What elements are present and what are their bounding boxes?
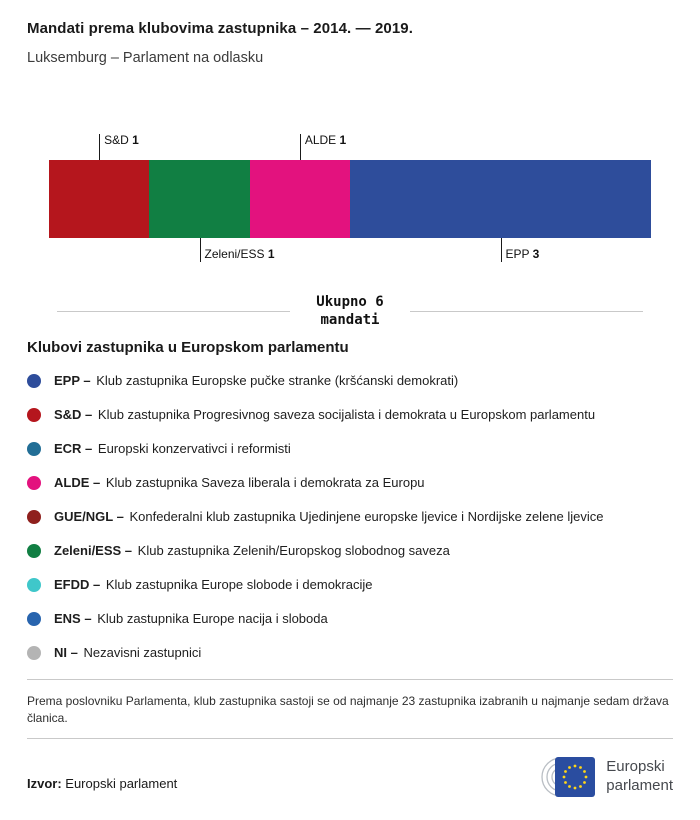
bar-segment-alde (250, 160, 350, 238)
legend-dot-icon (27, 578, 41, 592)
legend-item-text: NI – Nezavisni zastupnici (54, 645, 202, 660)
bar-segment-s-d (49, 160, 149, 238)
legend-item (27, 543, 673, 558)
legend-item (27, 509, 673, 524)
legend-list (27, 373, 673, 660)
segment-label: EPP 3 (505, 247, 540, 261)
rule-right (410, 311, 643, 312)
legend-item (27, 441, 673, 456)
page-subtitle: Luksemburg – Parlament na odlasku (27, 50, 264, 66)
footer (27, 755, 673, 799)
footnote: Prema poslovniku Parlamenta, klub zastupnika sastoji se od najmanje 23 zastupnika izabranih u najmanje sedam država članica. (27, 694, 669, 726)
source-text: Europski parlament (61, 775, 178, 791)
legend-dot-icon (27, 442, 41, 456)
divider-bottom (27, 738, 673, 739)
eu-parliament-logo (539, 755, 673, 799)
legend-dot-icon (27, 408, 41, 422)
eu-parliament-logo-icon (539, 755, 597, 799)
legend-item-text: Zeleni/ESS – Klub zastupnika Zelenih/Europskog slobodnog saveza (54, 543, 450, 558)
bar-segment-epp (350, 160, 651, 238)
seat-bar-chart (49, 133, 651, 261)
legend-item-text: ECR – Europski konzervativci i reformisti (54, 441, 291, 456)
legend-heading: Klubovi zastupnika u Europskom parlamentu (27, 339, 349, 356)
stacked-bar (49, 160, 651, 238)
source-label: Izvor: (27, 775, 62, 791)
source-line (27, 776, 177, 799)
legend-item-text: GUE/NGL – Konfederalni klub zastupnika Ujedinjene europske ljevice i Nordijske zelene ljevice (54, 509, 604, 524)
legend-item (27, 611, 673, 626)
segment-label: Zeleni/ESS 1 (204, 247, 275, 261)
legend-item-text: EFDD – Klub zastupnika Europe slobode i demokracije (54, 577, 373, 592)
legend-item-text: ENS – Klub zastupnika Europe nacija i sloboda (54, 611, 328, 626)
legend-item-text: ALDE – Klub zastupnika Saveza liberala i demokrata za Europu (54, 475, 425, 490)
divider-top (27, 679, 673, 680)
rule-left (57, 311, 290, 312)
legend-item (27, 645, 673, 660)
legend-dot-icon (27, 646, 41, 660)
legend-item (27, 373, 673, 388)
logo-line1: Europski (606, 758, 665, 776)
logo-line2: parlament (606, 776, 673, 794)
legend-item (27, 577, 673, 592)
legend-item (27, 407, 673, 422)
total-mandates-text (316, 294, 383, 329)
legend-item-text: EPP – Klub zastupnika Europske pučke stranke (kršćanski demokrati) (54, 373, 459, 388)
segment-label: S&D 1 (104, 133, 139, 147)
eu-parliament-logo-text (606, 758, 673, 796)
total-line1: Ukupno 6 (316, 294, 384, 310)
segment-label: ALDE 1 (304, 133, 347, 147)
legend-dot-icon (27, 476, 41, 490)
total-line2: mandati (320, 311, 380, 328)
bar-segment-zeleni-ess (149, 160, 249, 238)
legend-dot-icon (27, 510, 41, 524)
legend-dot-icon (27, 374, 41, 388)
total-mandates (57, 294, 643, 329)
legend-dot-icon (27, 544, 41, 558)
legend-dot-icon (27, 612, 41, 626)
legend-item-text: S&D – Klub zastupnika Progresivnog saveza socijalista i demokrata u Europskom parlamentu (54, 407, 596, 422)
page-title: Mandati prema klubovima zastupnika – 2014. — 2019. (27, 20, 413, 37)
legend-item (27, 475, 673, 490)
